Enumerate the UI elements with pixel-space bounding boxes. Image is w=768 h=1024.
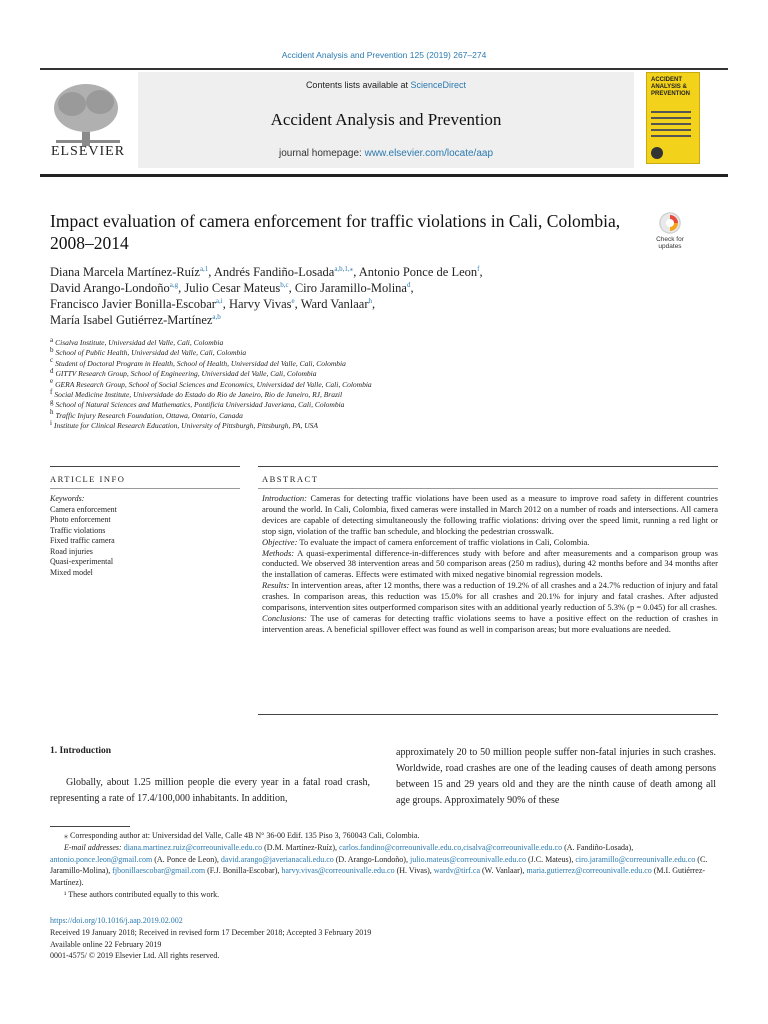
affiliation-item xyxy=(50,345,710,358)
check-updates-label: Check for updates xyxy=(656,236,684,250)
email-link[interactable]: diana.martinez.ruiz@correounivalle.edu.co xyxy=(123,842,263,852)
equal-contribution-note: ¹ These authors contributed equally to this work. xyxy=(64,889,220,899)
affiliation-key: c xyxy=(50,356,54,365)
affiliation-list xyxy=(50,335,710,432)
email-link[interactable]: antonio.ponce.leon@gmail.com xyxy=(50,854,153,864)
author-name: Andrés Fandiño-Losada xyxy=(213,265,335,279)
section-heading-introduction: 1. Introduction xyxy=(50,746,112,756)
author-name: Harvy Vivas xyxy=(228,297,292,311)
author-affiliation-marks[interactable]: h xyxy=(368,296,373,305)
journal-homepage xyxy=(138,148,634,159)
affiliation-key: d xyxy=(50,366,54,375)
header-rule xyxy=(40,68,728,70)
intro-column-2: approximately 20 to 50 million people suffer non-fatal injuries in such crashes. Worldwide, road crashes are one of the leading causes of death among persons between 15 and 29 years old and they are the ninth cause of death among all age groups. Approximately 90% of these xyxy=(396,747,716,806)
homepage-prefix: journal homepage: xyxy=(278,148,362,159)
abstract-rule xyxy=(258,466,718,467)
abstract-section-text: In intervention areas, after 12 months, there was a reduction of 19.2% of all crashes and a 24.7% reduction of injury and fatal crashes. In comparison areas, this reduction was 15.0% for all crashes and 20.1% for injury and fatal crashes. After adjusted comparisons, intervention sites outperformed comparison sites with an additional yearly reduction of 5.3% (p = 0.045) for all crashes. xyxy=(262,580,718,613)
author-separator: , xyxy=(294,297,301,311)
affiliation-key: e xyxy=(50,377,54,386)
check-updates-icon xyxy=(659,212,681,234)
author-separator: , xyxy=(222,297,229,311)
abstract-section-text: Cameras for detecting traffic violations have been used as a measure to improve road safety in different countries around the world. In Cali, Colombia, fixed cameras were installed in March 2012 on a number of roads and intersections. All camera devices are capable of detecting simultaneously the following traffic violations: driving over the speed limit, running a red light or stop sign, violation of the traffic ban schedule, and blocking the pedestrian crosswalk. xyxy=(262,493,718,536)
doi-link[interactable]: https://doi.org/10.1016/j.aap.2019.02.002 xyxy=(50,916,183,925)
footnote-rule xyxy=(50,826,130,827)
abstract-section-text: To evaluate the impact of camera enforcement of traffic violations in Cali, Colombia. xyxy=(297,536,590,547)
abstract-section-label: Conclusions: xyxy=(262,612,307,623)
abstract-paragraph xyxy=(262,493,718,537)
author-name: Julio Cesar Mateus xyxy=(184,281,281,295)
email-link[interactable]: cisalva@correounivalle.edu.co xyxy=(463,842,563,852)
author-name: Antonio Ponce de Leon xyxy=(358,265,478,279)
author-affiliation-marks[interactable]: b,c xyxy=(280,280,289,289)
affiliation-text: Institute for Clinical Research Education, University of Pittsburgh, Pittsburgh, PA, USA xyxy=(53,421,318,431)
abstract-section-label: Introduction: xyxy=(262,493,308,503)
elsevier-logo xyxy=(48,78,128,164)
abstract-paragraph xyxy=(262,548,718,581)
contents-prefix: Contents lists available at xyxy=(305,80,408,90)
email-link[interactable]: david.arango@javerianacali.edu.co xyxy=(220,854,334,864)
author-name: David Arango-Londoño xyxy=(50,281,170,295)
affiliation-text: Student of Doctoral Program in Health, School of Health, Universidad del Valle, Cali, Colombia xyxy=(55,358,346,368)
author-affiliation-marks[interactable]: e xyxy=(291,296,295,305)
check-for-updates-badge[interactable] xyxy=(650,212,690,258)
journal-citation-link[interactable]: Accident Analysis and Prevention 125 (2019) 267–274 xyxy=(281,50,487,60)
author-name: Diana Marcela Martínez-Ruíz xyxy=(50,265,200,279)
email-addresses xyxy=(50,842,720,889)
affiliation-item xyxy=(50,408,710,421)
article-info-heading: ARTICLE INFO xyxy=(50,474,126,484)
affiliation-text: School of Natural Sciences and Mathematics, Pontificia Universidad Javeriana, Cali, Colombia xyxy=(55,400,345,410)
author-separator: , xyxy=(353,265,359,279)
publication-info xyxy=(50,915,720,962)
email-owner: (W. Vanlaar), xyxy=(480,866,527,876)
keyword-item: Quasi-experimental xyxy=(50,557,114,566)
publisher-name: ELSEVIER xyxy=(50,144,126,159)
affiliation-key: a xyxy=(50,335,54,344)
affiliation-item xyxy=(50,397,710,410)
email-label: E-mail addresses: xyxy=(64,842,124,852)
journal-title: Accident Analysis and Prevention xyxy=(270,110,502,129)
keywords-list xyxy=(50,505,240,579)
article-info-rule-2 xyxy=(50,488,240,489)
author-affiliation-marks[interactable]: a,i xyxy=(215,296,223,305)
affiliation-item xyxy=(50,418,710,431)
keyword-item: Mixed model xyxy=(50,567,93,577)
homepage-link[interactable]: www.elsevier.com/locate/aap xyxy=(364,148,494,159)
email-owner: (F.J. Bonilla-Escobar), xyxy=(205,866,282,876)
email-owner: (D. Arango-Londoño), xyxy=(333,854,410,864)
email-owner: (M.I. Gutiérrez-Martínez). xyxy=(50,866,706,888)
email-owner: (D.M. Martínez-Ruíz), xyxy=(262,842,339,852)
corresponding-author-note: ⁎ Corresponding author at: Universidad del Valle, Calle 4B N° 36-00 Edif. 135 Piso 3, 760043 Cali, Colombia. xyxy=(64,831,420,840)
email-link[interactable]: ciro.jaramillo@correounivalle.edu.co xyxy=(575,854,696,864)
affiliation-text: School of Public Health, Universidad del Valle, Cali, Colombia xyxy=(55,348,247,358)
footnotes xyxy=(50,830,720,901)
author-separator: , xyxy=(372,297,376,311)
keyword-item: Camera enforcement xyxy=(50,504,117,514)
author-affiliation-marks[interactable]: a,b,1,⁎ xyxy=(334,264,354,273)
cover-emblem-icon xyxy=(651,147,663,159)
affiliation-text: Cisalva Institute, Universidad del Valle, Cali, Colombia xyxy=(55,338,224,347)
affiliation-item xyxy=(50,366,710,379)
email-link[interactable]: julio.mateus@correounivalle.edu.co xyxy=(409,854,526,864)
intro-column-1: Globally, about 1.25 million people die every year in a fatal road crash, representing a rate of 17.4/100,000 inhabitants. In addition, xyxy=(50,777,370,804)
abstract-section-text: A quasi-experimental difference-in-differences study with before and after measurements and a comparison group was conducted. We observed 38 intervention areas and 50 comparison areas (250 m radius), during 42 months before and 34 months after the installation of cameras. Effects were estimated with mixed negative binomial regression models. xyxy=(262,547,718,580)
keywords-block xyxy=(50,494,240,578)
keyword-item: Road injuries xyxy=(50,546,93,556)
author-name: Ward Vanlaar xyxy=(300,297,369,311)
keyword-item: Traffic violations xyxy=(50,525,106,535)
author-separator: , xyxy=(178,281,185,295)
author-name: Ciro Jaramillo-Molina xyxy=(294,281,407,295)
contents-line xyxy=(138,80,634,90)
author-affiliation-marks[interactable]: f xyxy=(477,264,480,273)
affiliation-key: g xyxy=(50,397,54,406)
author-name: María Isabel Gutiérrez-Martínez xyxy=(50,313,213,327)
affiliation-item xyxy=(50,335,710,348)
journal-cover-image xyxy=(646,72,700,164)
email-link[interactable]: harvy.vivas@correounivalle.edu.co xyxy=(281,866,395,876)
affiliation-text: GITTV Research Group, School of Engineering, Universidad del Valle, Cali, Colombia xyxy=(55,369,317,379)
author-affiliation-marks[interactable]: d xyxy=(406,280,411,289)
abstract-paragraph xyxy=(262,580,718,613)
author-affiliation-marks[interactable]: a,g xyxy=(169,280,179,289)
author-separator: , xyxy=(208,265,214,279)
email-link[interactable]: wardv@tirf.ca xyxy=(433,866,480,876)
affiliation-item xyxy=(50,356,710,369)
email-link[interactable]: carlos.fandino@correounivalle.edu.co, xyxy=(339,842,464,852)
abstract-end-rule xyxy=(258,714,718,715)
email-owner: (H. Vivas), xyxy=(394,866,434,876)
author-list xyxy=(50,264,710,328)
abstract-heading: ABSTRACT xyxy=(262,474,319,484)
keywords-label: Keywords: xyxy=(50,494,85,503)
sciencedirect-link[interactable]: ScienceDirect xyxy=(410,80,467,90)
affiliation-key: b xyxy=(50,345,54,354)
email-owner: (C. Jaramillo-Molina), xyxy=(50,854,708,876)
affiliation-key: f xyxy=(50,387,53,396)
abstract-section-text: The use of cameras for detecting traffic violations seems to have a positive effect on the reduction of crashes in intervention areas. A beneficial spillover effect was found as well in comparison areas; but more evaluations are needed. xyxy=(262,612,718,634)
author-affiliation-marks[interactable]: a,1 xyxy=(199,264,209,273)
affiliation-text: GERA Research Group, School of Social Sciences and Economics, Universidad del Valle, Cali, Colombia xyxy=(55,379,372,389)
keyword-item: Photo enforcement xyxy=(50,515,111,524)
abstract-section-label: Results: xyxy=(262,580,290,591)
email-owner: (J.C. Mateus), xyxy=(525,854,576,864)
article-info-rule xyxy=(50,466,240,467)
email-owner: (A. Fandiño-Losada), xyxy=(562,842,634,852)
affiliation-text: Social Medicine Institute, Universidade do Estado do Rio de Janeiro, Rio de Janeiro, RJ, Brazil xyxy=(54,390,343,400)
affiliation-key: i xyxy=(50,418,52,427)
cover-lines xyxy=(651,111,695,141)
abstract-rule-2 xyxy=(258,488,718,489)
abstract-section-label: Methods: xyxy=(262,547,295,558)
author-affiliation-marks[interactable]: a,b xyxy=(212,312,221,321)
abstract-body xyxy=(262,493,718,635)
received-dates: Received 19 January 2018; Received in revised form 17 December 2018; Accepted 3 February 2019 xyxy=(50,927,372,937)
affiliation-item xyxy=(50,377,710,390)
affiliation-item xyxy=(50,387,710,400)
cover-title: ACCIDENT ANALYSIS & PREVENTION xyxy=(651,77,691,97)
abstract-paragraph xyxy=(262,613,718,635)
affiliation-key: h xyxy=(50,408,54,417)
online-date: Available online 22 February 2019 xyxy=(50,939,162,949)
affiliation-text: Traffic Injury Research Foundation, Ottawa, Ontario, Canada xyxy=(55,410,243,420)
author-name: Francisco Javier Bonilla-Escobar xyxy=(50,297,216,311)
author-separator: , xyxy=(479,265,483,279)
email-link[interactable]: maria.gutierrez@correounivalle.edu.co xyxy=(526,866,652,876)
email-owner: (A. Ponce de Leon), xyxy=(152,854,221,864)
header-bottom-rule xyxy=(40,174,728,177)
author-separator: , xyxy=(288,281,295,295)
article-title: Impact evaluation of camera enforcement for traffic violations in Cali, Colombia, 2008–2014 xyxy=(50,211,621,253)
copyright: 0001-4575/ © 2019 Elsevier Ltd. All rights reserved. xyxy=(50,951,220,961)
keyword-item: Fixed traffic camera xyxy=(50,536,115,545)
abstract-paragraph xyxy=(262,537,718,548)
author-separator: , xyxy=(410,281,414,295)
abstract-section-label: Objective: xyxy=(262,536,298,547)
email-link[interactable]: fjbonillaescobar@gmail.com xyxy=(112,866,206,876)
